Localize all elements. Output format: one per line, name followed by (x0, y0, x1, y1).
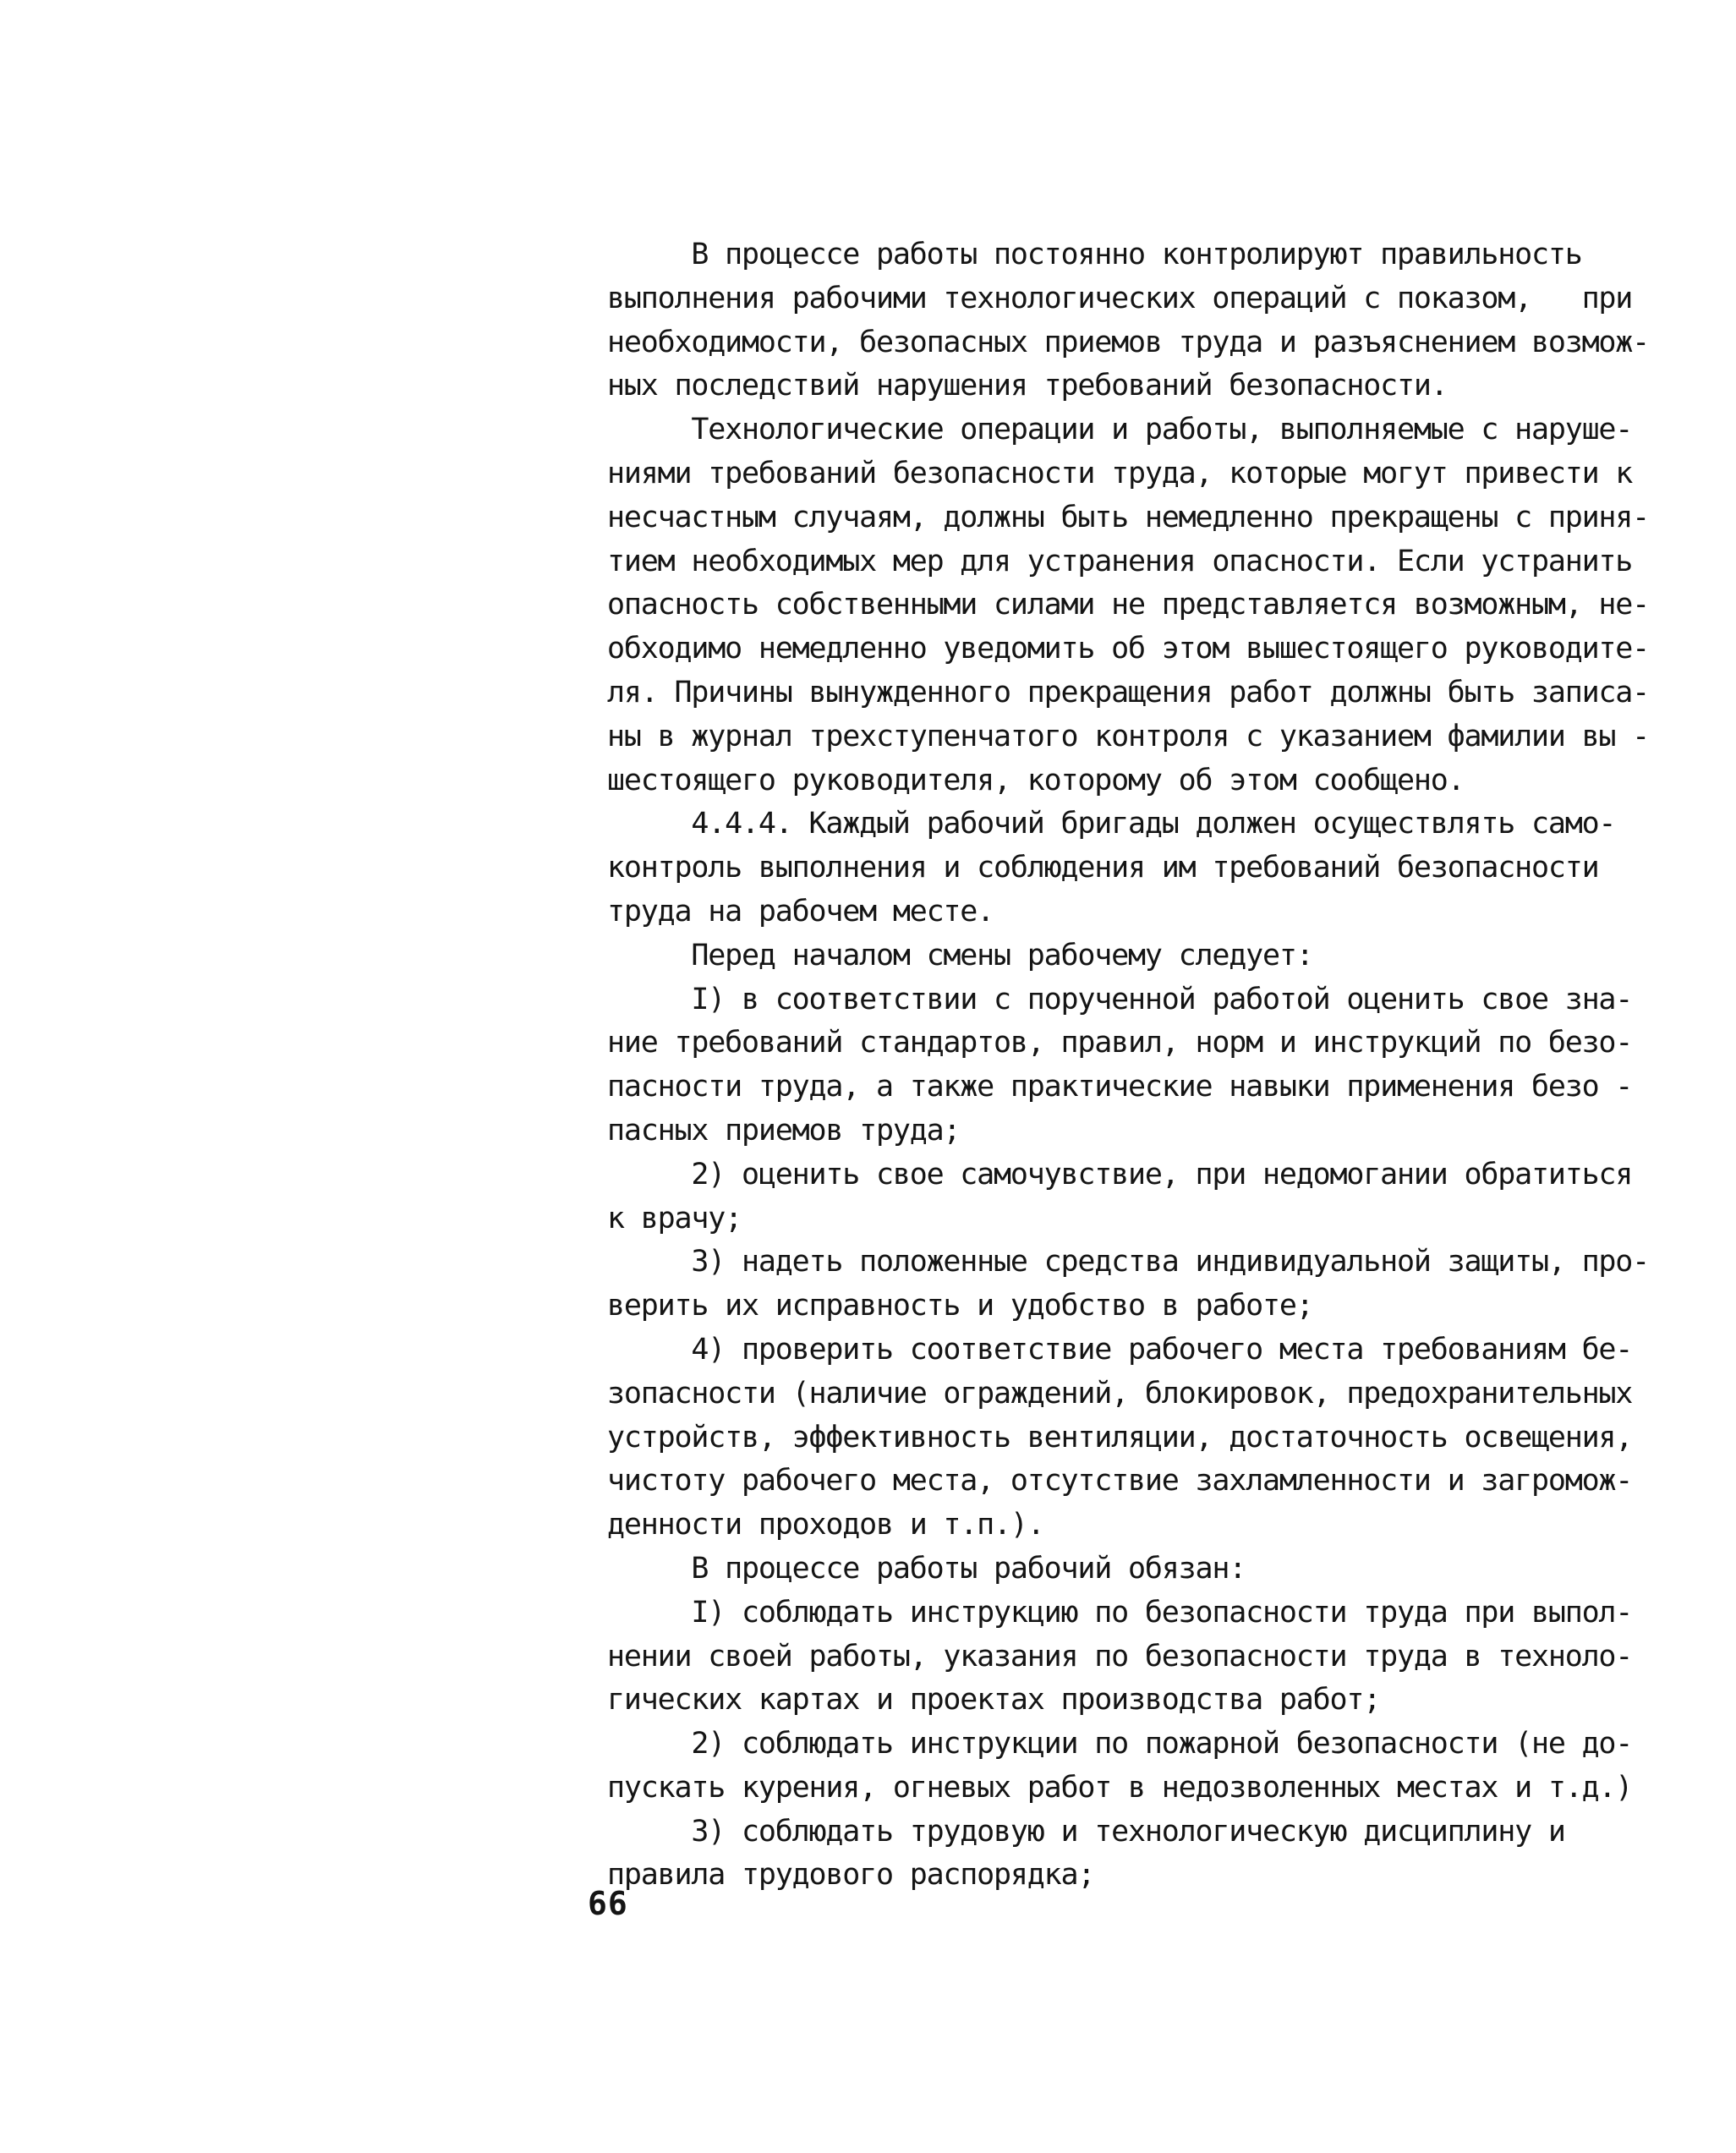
text-line: правила трудового распорядка; (607, 1858, 1095, 1893)
text-line: 2) оценить свое самочувствие, при недомогании обратиться (607, 1157, 1633, 1192)
text-line: Технологические операции и работы, выполняемые с наруше- (607, 413, 1633, 447)
text-line: пасности труда, а также практические навыки применения безо - (607, 1070, 1633, 1104)
text-line: пускать курения, огневых работ в недозволенных местах и т.д.) (607, 1770, 1633, 1805)
text-line: зопасности (наличие ограждений, блокировок, предохранительных (607, 1376, 1633, 1411)
text-line: нении своей работы, указания по безопасности труда в техноло- (607, 1639, 1633, 1674)
page-number: 66 (588, 1885, 628, 1922)
text-line: обходимо немедленно уведомить об этом вышестоящего руководите- (607, 632, 1650, 666)
text-line: денности проходов и т.п.). (607, 1508, 1044, 1542)
text-line: пасных приемов труда; (607, 1113, 961, 1148)
text-line: шестоящего руководителя, которому об этом сообщено. (607, 763, 1465, 797)
text-line: устройств, эффективность вентиляции, достаточность освещения, (607, 1420, 1633, 1455)
text-line: 3) соблюдать трудовую и технологическую дисциплину и (607, 1814, 1565, 1849)
text-line: необходимости, безопасных приемов труда и разъяснением возмож- (607, 325, 1650, 359)
body-text (607, 233, 1674, 1898)
text-line: В процессе работы постоянно контролируют правильность (607, 238, 1582, 271)
text-line: ны в журнал трехступенчатого контроля с указанием фамилии вы - (607, 719, 1650, 753)
text-line: ля. Причины вынужденного прекращения работ должны быть записа- (607, 675, 1650, 709)
text-line: I) в соответствии с порученной работой оценить свое зна- (607, 982, 1633, 1016)
text-line: выполнения рабочими технологических операций с показом, при (607, 281, 1633, 315)
text-line: опасность собственными силами не представляется возможным, не- (607, 588, 1650, 622)
text-line: верить их исправность и удобство в работе; (607, 1289, 1313, 1323)
text-line: ние требований стандартов, правил, норм и инструкций по безо- (607, 1026, 1633, 1060)
text-line: чистоту рабочего места, отсутствие захламленности и загромож- (607, 1464, 1633, 1498)
text-line: В процессе работы рабочий обязан: (607, 1551, 1246, 1586)
text-line: тием необходимых мер для устранения опасности. Если устранить (607, 544, 1633, 578)
text-line: гических картах и проектах производства работ; (607, 1683, 1381, 1717)
text-line: 2) соблюдать инструкции по пожарной безопасности (не до- (607, 1727, 1633, 1761)
text-line: ниями требований безопасности труда, которые могут привести к (607, 456, 1633, 490)
text-line: ных последствий нарушения требований безопасности. (607, 369, 1448, 403)
text-line: I) соблюдать инструкцию по безопасности труда при выпол- (607, 1595, 1633, 1630)
text-line: 4.4.4. Каждый рабочий бригады должен осуществлять само- (607, 807, 1616, 841)
text-line: контроль выполнения и соблюдения им требований безопасности (607, 851, 1599, 885)
text-line: 3) надеть положенные средства индивидуальной защиты, про- (607, 1245, 1650, 1279)
text-line: труда на рабочем месте. (607, 894, 994, 929)
text-line: Перед началом смены рабочему следует: (607, 938, 1313, 972)
text-line: к врачу; (607, 1201, 742, 1235)
text-line: 4) проверить соответствие рабочего места требованиям бе- (607, 1332, 1633, 1367)
text-line: несчастным случаям, должны быть немедленно прекращены с приня- (607, 500, 1650, 534)
